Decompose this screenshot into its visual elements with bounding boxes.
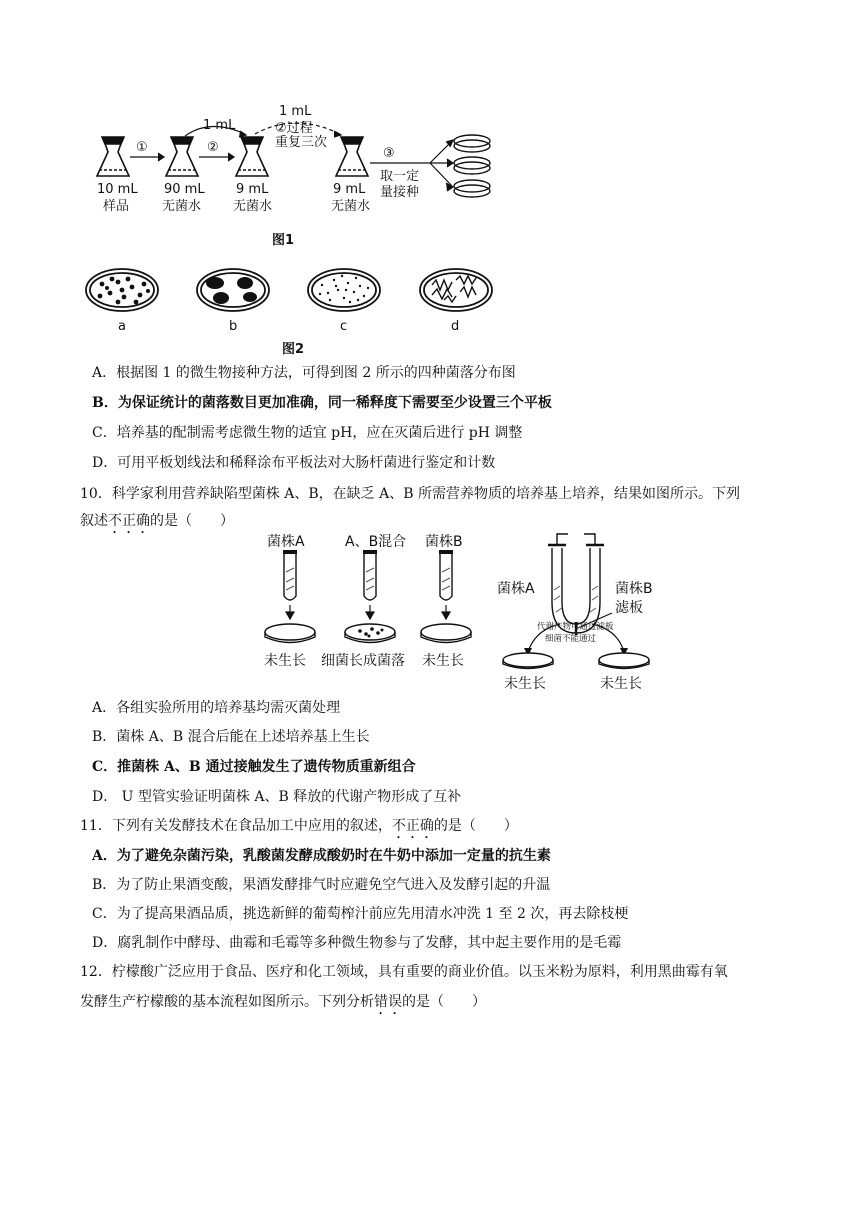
flask-vol-1: 10 mL	[97, 182, 138, 197]
u-label-strain-a: 菌株A	[497, 581, 535, 597]
repeat-label-2: 重复三次	[275, 135, 328, 150]
plate-result-mix: 细菌长成菌落	[321, 653, 405, 669]
plate-label-d: d	[451, 319, 460, 334]
figure-2-caption: 图2	[282, 342, 305, 357]
q10-stem-pre: 叙述	[80, 513, 108, 529]
tube-label-a: 菌株A	[267, 534, 305, 550]
flask-vol-2: 90 mL	[164, 182, 205, 197]
q10-option-c: C．推菌株 A、B 通过接触发生了遗传物质重新组合	[92, 759, 416, 775]
q10-option-b: B．菌株 A、B 混合后能在上述培养基上生长	[92, 729, 370, 745]
volume-label-2: 1 mL	[279, 104, 312, 119]
u-note-2: 细菌不能通过	[545, 634, 597, 644]
plate-label-b: b	[229, 319, 238, 334]
q11-option-a: A．为了避免杂菌污染，乳酸菌发酵成酸奶时在牛奶中添加一定量的抗生素	[92, 848, 551, 864]
u-plate-result-a: 未生长	[504, 676, 546, 692]
q11-stem-pre: 11．下列有关发酵技术在食品加工中应用的叙述，	[80, 818, 392, 834]
q11-stem	[80, 816, 518, 842]
q12-stem-line2	[80, 992, 486, 1018]
arrow-label-3: ③	[383, 146, 395, 161]
u-label-strain-b: 菌株B	[615, 581, 653, 597]
take-label-2: 量接种	[380, 185, 420, 200]
flask-name-3: 无菌水	[233, 199, 273, 214]
figure-2-colony-plates	[0, 260, 860, 360]
q12-stem-line1: 12．柠檬酸广泛应用于食品、医疗和化工领域，具有重要的商业价值。以玉米粉为原料，利用黑曲霉有氧	[80, 964, 728, 980]
u-note-1: 代谢产物可通过滤板	[537, 622, 614, 632]
q11-stem-post: 的是（ ）	[433, 818, 518, 834]
plate-result-b: 未生长	[422, 653, 464, 669]
tube-label-mix: A、B混合	[345, 534, 407, 550]
flask-9ml-b	[336, 137, 368, 176]
flask-9ml-a	[236, 137, 268, 176]
flask-90ml	[166, 137, 198, 176]
q11-stem-emphasis: 不正确	[391, 818, 434, 834]
q11-option-d: D．腐乳制作中酵母、曲霉和毛霉等多种微生物参与了发酵，其中起主要作用的是毛霉	[92, 935, 622, 951]
q12-stem-post: 的是（ ）	[402, 994, 486, 1010]
q9-option-c: C．培养基的配制需考虑微生物的适宜 pH，应在灭菌后进行 pH 调整	[92, 425, 523, 441]
q10-option-d: D． U 型管实验证明菌株 A、B 释放的代谢产物形成了互补	[92, 789, 462, 805]
flask-vol-3: 9 mL	[236, 182, 269, 197]
q10-option-a: A．各组实验所用的培养基均需灭菌处理	[92, 700, 341, 716]
q11-option-b: B．为了防止果酒变酸，果酒发酵排气时应避免空气进入及发酵引起的升温	[92, 877, 551, 893]
plate-result-a: 未生长	[264, 653, 306, 669]
figure-q10-strain-experiment	[0, 525, 860, 695]
tube-label-b: 菌株B	[425, 534, 463, 550]
volume-label-1: 1 mL	[203, 118, 236, 133]
q12-stem-pre: 发酵生产柠檬酸的基本流程如图所示。下列分析	[80, 994, 374, 1010]
plate-label-c: c	[340, 319, 348, 334]
arrow-label-1: ①	[136, 140, 148, 155]
q9-option-d: D．可用平板划线法和稀释涂布平板法对大肠杆菌进行鉴定和计数	[92, 455, 496, 471]
q10-stem-emphasis: 不正确	[108, 513, 150, 529]
q10-stem-line1: 10．科学家利用营养缺陷型菌株 A、B，在缺乏 A、B 所需营养物质的培养基上培养，结果如图所示。下列	[80, 486, 740, 502]
plate-label-a: a	[118, 319, 126, 334]
q11-option-c: C．为了提高果酒品质，挑选新鲜的葡萄榨汁前应先用清水冲洗 1 至 2 次，再去除枝梗	[92, 906, 629, 922]
flask-name-2: 无菌水	[162, 199, 202, 214]
take-label-1: 取一定	[380, 169, 420, 184]
q10-stem-post: 的是（ ）	[150, 513, 234, 529]
q9-option-a: A．根据图 1 的微生物接种方法，可得到图 2 所示的四种菌落分布图	[92, 365, 516, 381]
repeat-label-1: ②过程	[275, 121, 313, 136]
q12-stem-emphasis: 错误	[374, 994, 402, 1010]
figure-1-caption: 图1	[272, 233, 295, 248]
flask-vol-4: 9 mL	[333, 182, 366, 197]
flask-name-1: 样品	[103, 199, 130, 214]
q9-option-b: B．为保证统计的菌落数目更加准确，同一稀释度下需要至少设置三个平板	[92, 395, 552, 411]
arrow-label-2: ②	[207, 140, 219, 155]
figure-1-dilution-diagram	[0, 0, 860, 260]
u-label-filter: 滤板	[615, 600, 643, 616]
flask-sample	[97, 137, 129, 176]
flask-name-4: 无菌水	[331, 199, 371, 214]
u-plate-result-b: 未生长	[600, 676, 642, 692]
